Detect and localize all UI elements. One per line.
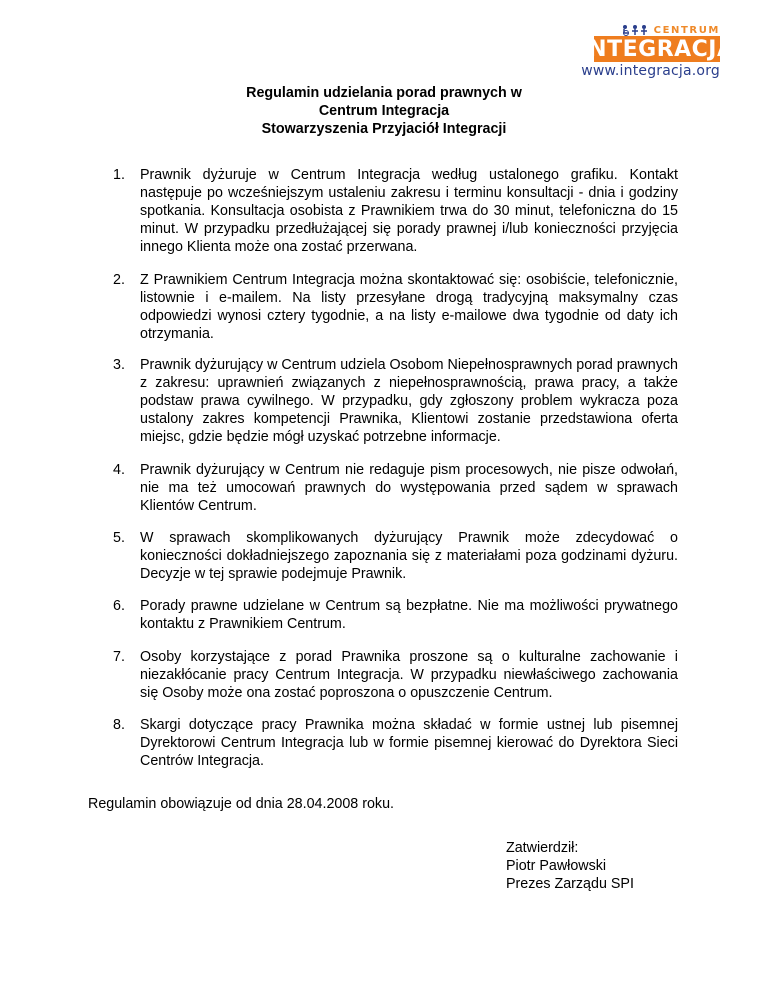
rule-item-1 [113,166,678,256]
rule-number: 6. [113,598,125,614]
rule-text: Prawnik dyżuruje w Centrum Integracja według ustalonego grafiku. Kontakt następuje po wcześniejszym ustaleniu zakresu i terminu konsultacji - dnia i godziny spotkania. Konsultacja osobista z Prawnikiem trwa do 30 minut, telefoniczna do 15 minut. W przypadku przedłużającej się porady prawnej i/lub konieczności przyjęcia innego Klienta może ona zostać przerwana. [140,167,678,255]
rule-item-2 [113,271,678,343]
rule-number: 8. [113,717,125,733]
rule-number: 7. [113,649,125,665]
rule-text: Porady prawne udzielane w Centrum są bezpłatne. Nie ma możliwości prywatnego kontaktu z Prawnikiem Centrum. [140,598,678,632]
rule-item-5 [113,529,678,583]
rule-item-3 [113,356,678,446]
rule-text: Prawnik dyżurujący w Centrum nie redaguje pism procesowych, nie pisze odwołań, nie ma też umocowań prawnych do występowania przed sądem w sprawach Klientów Centrum. [140,462,678,514]
wheelchair-people-icon [620,24,650,36]
rule-number: 1. [113,167,125,183]
title-line-2: Centrum Integracja [318,103,450,119]
document-title [0,84,768,138]
rule-text: W sprawach skomplikowanych dyżurujący Prawnik może zdecydować o konieczności dokładniejszego zapoznania się z materiałami poza godzinami dyżuru. Decyzje w tej sprawie podejmuje Prawnik. [140,530,678,582]
rule-text: Z Prawnikiem Centrum Integracja można skontaktować się: osobiście, telefonicznie, listownie i e-mailem. Na listy przesyłane drogą tradycyjną maksymalny czas odpowiedzi wynosi cztery tygodnie, a na listy e-mailowe dwa tygodnie od daty ich otrzymania. [140,272,678,342]
rule-number: 4. [113,462,125,478]
rule-item-4 [113,461,678,515]
rule-item-6 [113,597,678,633]
title-line-3: Stowarzyszenia Przyjaciół Integracji [261,121,507,137]
signature-position: Prezes Zarządu SPI [506,876,634,892]
logo-url: www.integracja.org [581,63,720,79]
rule-text: Prawnik dyżurujący w Centrum udziela Osobom Niepełnosprawnych porad prawnych z zakresu: uprawnień związanych z niepełnosprawnością, prawa pracy, a także podstaw prawa cywilnego. W przypadku, gdy zgłoszony problem wykracza poza ustalony zakres kompetencji Prawnika, Klientowi zostanie przedstawiona oferta miejsc, gdzie będzie mógł uzyskać potrzebne informacje. [140,357,678,445]
rule-text: Osoby korzystające z porad Prawnika proszone są o kulturalne zachowanie i niezakłócanie pracy Centrum Integracja. W przypadku niewłaściwego zachowania się Osoby może ona zostać poproszona o opuszczenie Centrum. [140,649,678,701]
rule-text: Skargi dotyczące pracy Prawnika można składać w formie ustnej lub pisemnej Dyrektorowi Centrum Integracja lub w formie pisemnej kierować do Dyrektora Sieci Centrów Integracja. [140,717,678,769]
signature-name: Piotr Pawłowski [506,858,607,874]
rule-number: 3. [113,357,125,373]
logo-centrum-text: CENTRUM [653,24,720,36]
logo-top [620,23,720,37]
logo [579,23,735,83]
rule-item-8 [113,716,678,770]
signature-approved-label: Zatwierdził: [506,840,579,856]
rule-number: 2. [113,272,125,288]
signature-block [506,839,634,893]
rules-list [113,166,678,770]
title-line-1: Regulamin udzielania porad prawnych w [246,85,522,101]
rule-item-7 [113,648,678,702]
logo-main-block [579,36,735,62]
validity-statement: Regulamin obowiązuje od dnia 28.04.2008 roku. [88,796,395,812]
rule-number: 5. [113,530,125,546]
logo-main-text: INTEGRACJA [579,36,735,62]
